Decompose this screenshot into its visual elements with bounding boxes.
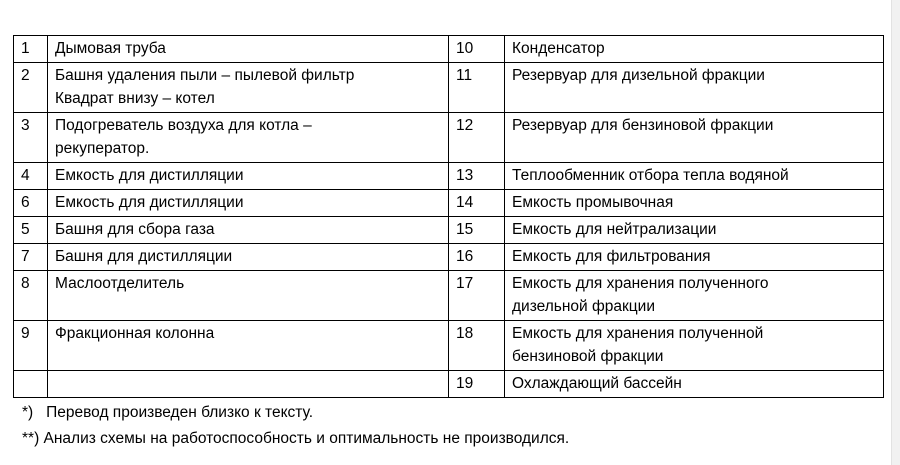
item-number: 16 xyxy=(449,244,505,271)
item-description xyxy=(505,321,884,371)
item-description-line: Подогреватель воздуха для котла – xyxy=(55,117,312,134)
item-description-line: Емкость для хранения полученного xyxy=(512,275,769,292)
item-number xyxy=(14,371,48,398)
item-description xyxy=(48,321,449,371)
item-description xyxy=(505,371,884,398)
item-description xyxy=(505,113,884,163)
table-row xyxy=(14,244,884,271)
page-edge xyxy=(891,0,900,465)
item-number: 9 xyxy=(14,321,48,371)
table-row xyxy=(14,321,884,371)
item-description-line: Резервуар для дизельной фракции xyxy=(512,67,765,84)
item-description-line: рекуператор. xyxy=(55,140,150,157)
item-description-line: Теплообменник отбора тепла водяной xyxy=(512,167,789,184)
item-description-line: Дымовая труба xyxy=(55,40,166,57)
item-description xyxy=(505,163,884,190)
item-description xyxy=(48,244,449,271)
item-number: 14 xyxy=(449,190,505,217)
item-description-line: Резервуар для бензиновой фракции xyxy=(512,117,774,134)
footnote-analysis: **) Анализ схемы на работоспособность и оптимальность не производился. xyxy=(22,430,570,447)
item-description-line: Маслоотделитель xyxy=(55,275,185,292)
item-description-line: Емкость для фильтрования xyxy=(512,248,711,265)
item-number: 11 xyxy=(449,63,505,113)
item-description-line: Емкость для дистилляции xyxy=(55,194,244,211)
item-description-line: Фракционная колонна xyxy=(55,325,215,342)
item-number: 13 xyxy=(449,163,505,190)
table-row xyxy=(14,163,884,190)
item-description xyxy=(48,163,449,190)
table-row xyxy=(14,190,884,217)
table-row xyxy=(14,36,884,63)
table-row xyxy=(14,371,884,398)
item-description xyxy=(48,113,449,163)
item-description xyxy=(48,63,449,113)
table-row xyxy=(14,217,884,244)
item-number: 15 xyxy=(449,217,505,244)
item-number: 5 xyxy=(14,217,48,244)
item-number: 7 xyxy=(14,244,48,271)
legend-table xyxy=(13,35,884,398)
item-description-line: Емкость для хранения полученной xyxy=(512,325,764,342)
item-description xyxy=(505,244,884,271)
item-number: 6 xyxy=(14,190,48,217)
item-description xyxy=(505,190,884,217)
item-number: 10 xyxy=(449,36,505,63)
item-description xyxy=(48,271,449,321)
legend-table-body xyxy=(14,36,884,398)
footnote-translation: *) Перевод произведен близко к тексту. xyxy=(22,404,314,421)
item-description-line: Башня для дистилляции xyxy=(55,248,233,265)
item-description-line: Емкость для нейтрализации xyxy=(512,221,717,238)
item-description xyxy=(48,217,449,244)
item-number: 2 xyxy=(14,63,48,113)
item-number: 3 xyxy=(14,113,48,163)
item-number: 1 xyxy=(14,36,48,63)
item-description-line: дизельной фракции xyxy=(512,298,655,315)
item-number: 12 xyxy=(449,113,505,163)
table-row xyxy=(14,113,884,163)
item-number: 19 xyxy=(449,371,505,398)
item-description xyxy=(505,271,884,321)
item-description-line: Конденсатор xyxy=(512,40,605,57)
item-number: 18 xyxy=(449,321,505,371)
item-description-line: бензиновой фракции xyxy=(512,348,664,365)
item-description-line: Емкость для дистилляции xyxy=(55,167,244,184)
item-description-line: Башня удаления пыли – пылевой фильтр xyxy=(55,67,355,84)
item-description xyxy=(505,63,884,113)
item-description xyxy=(505,36,884,63)
item-number: 8 xyxy=(14,271,48,321)
table-row xyxy=(14,63,884,113)
item-description-line: Квадрат внизу – котел xyxy=(55,90,215,107)
item-description xyxy=(505,217,884,244)
item-description xyxy=(48,36,449,63)
item-number: 17 xyxy=(449,271,505,321)
item-description-line: Емкость промывочная xyxy=(512,194,674,211)
item-number: 4 xyxy=(14,163,48,190)
table-row xyxy=(14,271,884,321)
item-description-line: Охлаждающий бассейн xyxy=(512,375,682,392)
item-description-line: Башня для сбора газа xyxy=(55,221,215,238)
item-description xyxy=(48,371,449,398)
item-description xyxy=(48,190,449,217)
footnotes xyxy=(22,400,569,452)
